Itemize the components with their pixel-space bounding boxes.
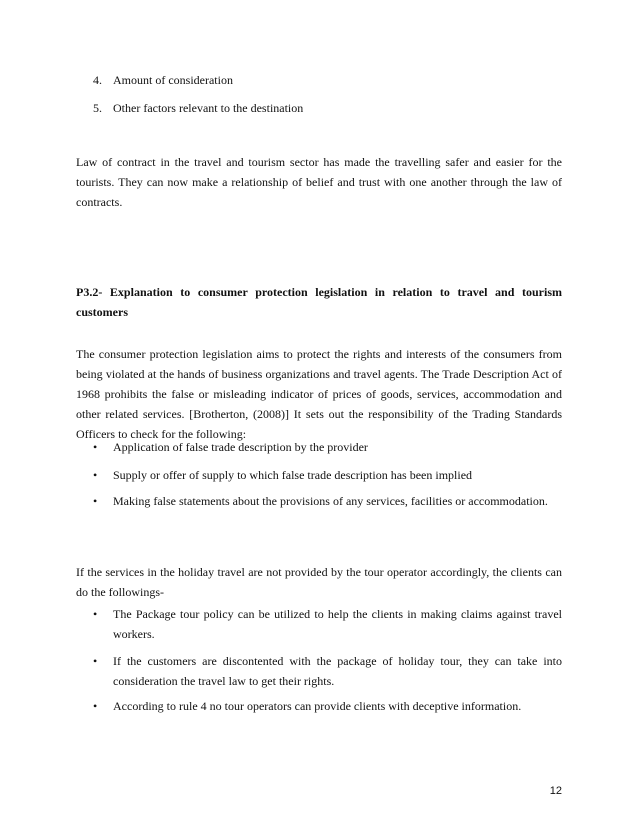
bullet-item [76, 437, 562, 457]
bullet-item [76, 491, 562, 511]
bullet-icon: • [93, 699, 98, 713]
list-number: 4. [93, 73, 102, 87]
bullet-item [76, 465, 562, 485]
list-item-text: Other factors relevant to the destination [113, 101, 304, 115]
bullet-text: Supply or offer of supply to which false trade description has been implied [113, 468, 473, 482]
bullet-icon: • [93, 468, 98, 482]
numbered-list-item [93, 73, 233, 88]
bullet-text: Making false statements about the provisions of any services, facilities or accommodation. [113, 494, 548, 508]
bullet-text: Application of false trade description by the provider [113, 440, 368, 454]
section-heading-p3-2: P3.2- Explanation to consumer protection legislation in relation to travel and tourism customers [76, 285, 562, 319]
list-item-text: Amount of consideration [113, 73, 233, 87]
paragraph-services: If the services in the holiday travel are not provided by the tour operator accordingly, the clients can do the followings- [76, 565, 562, 599]
bullet-text: If the customers are discontented with the package of holiday tour, they can take into consideration the travel law to get their rights. [113, 654, 562, 688]
paragraph-law-of-contract: Law of contract in the travel and tourism sector has made the travelling safer and easier for the tourists. They can now make a relationship of belief and trust with one another through the law of contracts. [76, 155, 562, 209]
page-number: 12 [549, 785, 562, 797]
numbered-list-item [93, 101, 303, 116]
bullet-item [76, 651, 562, 691]
paragraph-consumer-protection: The consumer protection legislation aims to protect the rights and interests of the consumers from being violated at the hands of business organizations and travel agents. The Trade Description Act of 1968 prohibits the false or misleading indicator of prices of goods, services, accommodation and other related services. [Brotherton, (2008)] It sets out the responsibility of the Trading Standards Officers to check for the following: [76, 347, 562, 441]
bullet-icon: • [93, 440, 98, 454]
bullet-item [76, 604, 562, 644]
bullet-icon: • [93, 607, 98, 621]
bullet-text: According to rule 4 no tour operators can provide clients with deceptive information. [113, 699, 522, 713]
list-number: 5. [93, 101, 102, 115]
bullet-item [76, 696, 562, 716]
bullet-icon: • [93, 494, 98, 508]
bullet-icon: • [93, 654, 98, 668]
bullet-text: The Package tour policy can be utilized to help the clients in making claims against travel workers. [113, 607, 562, 641]
